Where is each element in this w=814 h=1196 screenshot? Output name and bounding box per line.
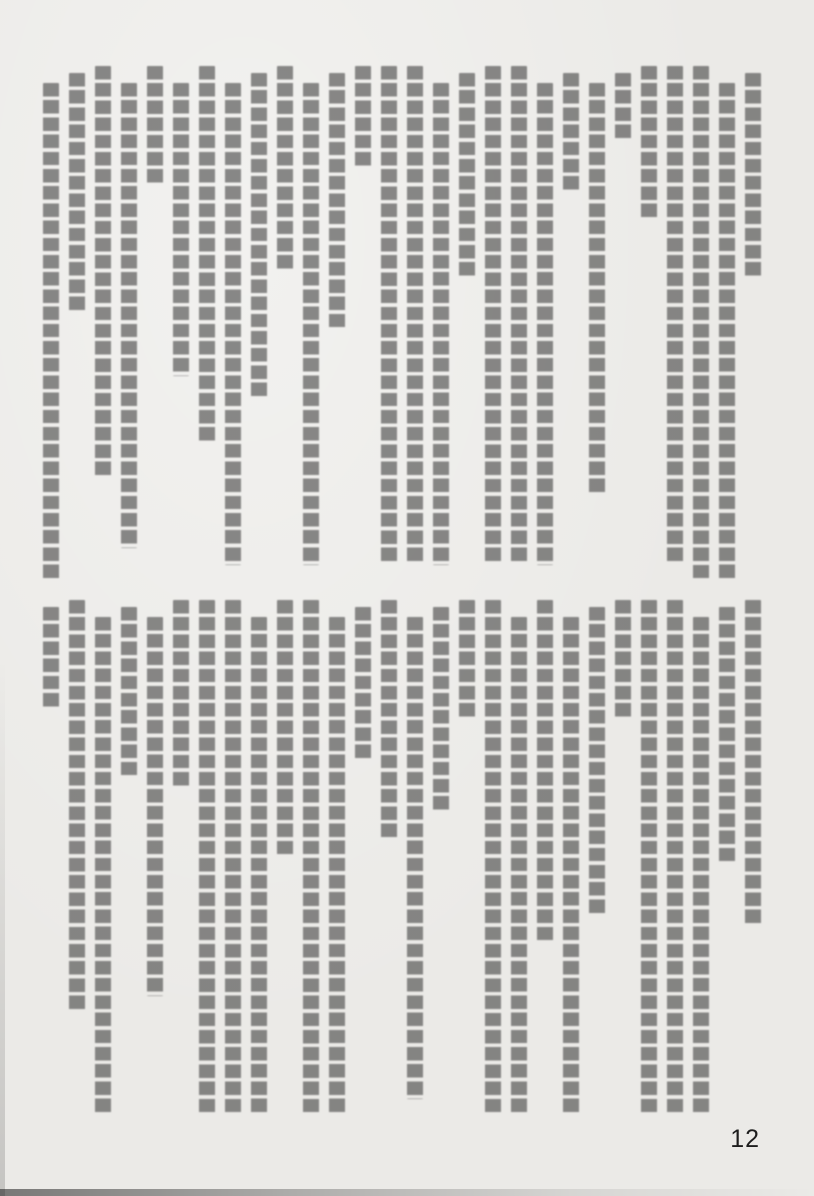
text-column-redacted — [563, 73, 579, 193]
text-column-redacted — [615, 73, 631, 142]
text-column-redacted — [69, 600, 85, 1013]
text-column-redacted — [199, 66, 215, 444]
text-column-redacted — [745, 600, 761, 927]
text-column-redacted — [433, 607, 449, 813]
text-column-redacted — [303, 83, 319, 565]
text-column-redacted — [355, 607, 371, 762]
text-column-redacted — [95, 66, 111, 479]
text-column-redacted — [225, 83, 241, 565]
text-column-redacted — [69, 73, 85, 314]
text-column-redacted — [147, 66, 163, 186]
text-column-redacted — [381, 66, 397, 565]
text-column-redacted — [511, 617, 527, 1116]
text-column-redacted — [433, 83, 449, 565]
text-column-redacted — [667, 66, 683, 565]
text-column-redacted — [121, 607, 137, 779]
text-block-bottom — [43, 600, 761, 1124]
text-column-redacted — [303, 600, 319, 1116]
text-column-redacted — [537, 600, 553, 944]
text-column-redacted — [719, 83, 735, 582]
text-column-redacted — [459, 600, 475, 720]
text-column-redacted — [277, 66, 293, 272]
text-column-redacted — [173, 600, 189, 789]
text-column-redacted — [95, 617, 111, 1116]
text-column-redacted — [381, 600, 397, 841]
text-column-redacted — [43, 83, 59, 582]
text-column-redacted — [147, 617, 163, 995]
text-column-redacted — [563, 617, 579, 1116]
text-column-redacted — [485, 66, 501, 565]
text-column-redacted — [667, 600, 683, 1116]
text-column-redacted — [225, 600, 241, 1116]
text-column-redacted — [589, 83, 605, 496]
text-column-redacted — [173, 83, 189, 375]
text-column-redacted — [615, 600, 631, 720]
text-column-redacted — [693, 617, 709, 1116]
page-number: 12 — [730, 1125, 760, 1153]
text-column-redacted — [589, 607, 605, 917]
text-column-redacted — [459, 73, 475, 279]
text-column-redacted — [329, 73, 345, 331]
text-column-redacted — [355, 66, 371, 169]
text-column-redacted — [719, 607, 735, 865]
text-column-redacted — [407, 66, 423, 565]
text-column-redacted — [199, 600, 215, 1116]
text-column-redacted — [43, 607, 59, 710]
text-column-redacted — [407, 617, 423, 1099]
text-column-redacted — [641, 66, 657, 221]
text-column-redacted — [693, 66, 709, 582]
text-column-redacted — [251, 617, 267, 1116]
text-column-redacted — [277, 600, 293, 858]
text-column-redacted — [511, 66, 527, 565]
text-column-redacted — [121, 83, 137, 547]
text-column-redacted — [745, 73, 761, 279]
text-column-redacted — [329, 617, 345, 1116]
text-column-redacted — [641, 600, 657, 1116]
text-block-top — [43, 66, 761, 584]
text-column-redacted — [537, 83, 553, 565]
text-column-redacted — [251, 73, 267, 400]
text-column-redacted — [485, 600, 501, 1116]
